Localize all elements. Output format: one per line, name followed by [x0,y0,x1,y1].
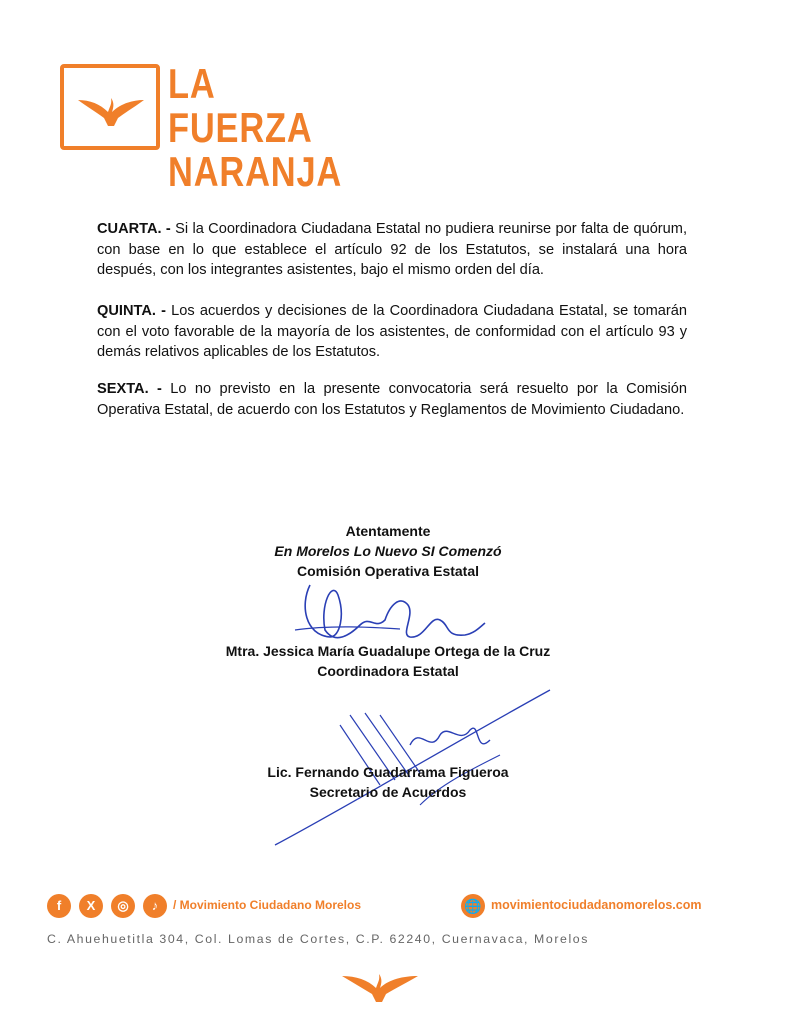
signatory-name: Mtra. Jessica María Guadalupe Ortega de la Cruz [225,643,551,659]
globe-icon: 🌐 [461,894,485,918]
signatory-2 [200,762,576,802]
instagram-icon[interactable]: ◎ [111,894,135,918]
social-handle: / Movimiento Ciudadano Morelos [173,898,362,912]
clause-quinta [97,301,687,363]
footer-row [47,894,717,920]
clause-sexta [97,379,687,420]
footer-address: C. Ahuehuetitla 304, Col. Lomas de Cortes, C.P. 62240, Cuernavaca, Morelos [47,932,589,946]
clause-label: SEXTA. - [97,381,162,397]
clause-text: Si la Coordinadora Ciudadana Estatal no pudiera reunirse por falta de quórum, con base en lo que establece el artículo 92 de los Estatutos, se instalará una hora después, con los integrantes asistentes, bajo el mismo orden del día. [97,221,687,278]
clause-text: Los acuerdos y decisiones de la Coordinadora Ciudadana Estatal, se tomarán con el voto favorable de la mayoría de los asistentes, de conformidad con el artículo 93 y demás relativos aplicables de los Estatutos. [97,303,687,360]
clause-label: CUARTA. - [97,221,171,237]
signatory-1 [200,641,576,681]
clause-label: QUINTA. - [97,303,166,319]
logo-wordmark [168,62,350,194]
tiktok-icon[interactable]: ♪ [143,894,167,918]
closing-slogan: En Morelos Lo Nuevo SI Comenzó [274,543,502,559]
clause-text: Lo no previsto en la presente convocatoria será resuelto por la Comisión Operativa Estatal, de acuerdo con los Estatutos y Reglamentos de Movimiento Ciudadano. [97,381,687,418]
signatory-name: Lic. Fernando Guadarrama Figueroa [267,764,509,780]
eagle-icon [76,92,146,132]
facebook-icon[interactable]: f [47,894,71,918]
clause-cuarta [97,219,687,281]
signatory-role: Coordinadora Estatal [317,663,459,679]
header-logo [60,60,390,195]
logo-line-1: LA FUERZA [168,60,313,151]
bottom-eagle-icon [340,970,420,1004]
logo-line-2: NARANJA [168,148,343,195]
website-link[interactable]: movimientociudadanomorelos.com [491,898,702,912]
signatory-role: Secretario de Acuerdos [309,784,467,800]
eagle-logo-box [60,64,160,150]
closing-block [200,521,576,581]
x-icon[interactable]: X [79,894,103,918]
closing-salutation: Atentamente [345,523,431,539]
closing-commission: Comisión Operativa Estatal [296,563,480,579]
